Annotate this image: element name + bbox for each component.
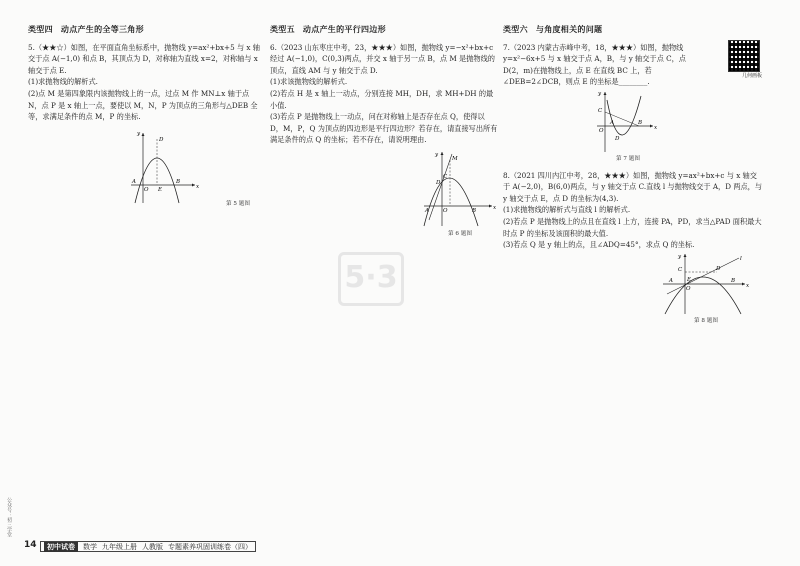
fig6-label-x: x [493, 204, 497, 211]
fig6-label-y: y [435, 151, 439, 158]
fig5-label-y: y [137, 130, 141, 137]
problem-6-stem: 6.（2023 山东枣庄中考，23，★★★）如图，抛物线 y=−x²+bx+c 经过 A(−1,0)，C(0,3)两点，并交 x 轴于另一点 B，点 M 是抛物线的顶点，直线 AM 与 y 轴交于点 D. [270, 42, 495, 75]
section-tag: 类型五 [270, 25, 295, 34]
fig8-label-x: x [746, 282, 750, 289]
fig7-label-a: A [610, 119, 614, 126]
fig6-label-c: C [443, 173, 448, 180]
fig6-label-a: A [425, 207, 429, 214]
figure-5-parabola [123, 125, 223, 205]
problem-6-q3: (3)若点 P 是抛物线上一动点，问在对称轴上是否存在点 Q，使得以 D，M，P，Q 为顶点的四边形是平行四边形？若存在，请直接写出所有满足条件的点 Q 的坐标；若不存在，请说明理由. [270, 112, 498, 145]
fig8-label-o: O [686, 285, 691, 292]
figure-6-parabola [420, 148, 500, 228]
section-tag: 类型四 [28, 25, 53, 34]
fig8-label-e: E [687, 276, 692, 283]
footer-brand: 初中试卷 [44, 542, 78, 552]
problem-6-q1: (1)求该抛物线的解析式. [270, 77, 348, 87]
fig8-label-a: A [669, 277, 673, 284]
fig7-label-o: O [599, 127, 604, 134]
fig8-label-b: B [731, 277, 736, 284]
fig8-label-l: l [740, 255, 742, 262]
fig6-label-b: B [472, 207, 477, 214]
fig8-label-y: y [678, 253, 682, 260]
fig5-label-o: O [144, 186, 149, 193]
section-four [28, 24, 260, 210]
fig5-label-e: E [158, 186, 163, 193]
section-heading: 与角度相关的问题 [535, 25, 603, 34]
section-four-title [28, 24, 260, 36]
problem-8-q2: (2)若点 P 是抛物线上的点且在直线 l 上方，连接 PA，PD，求当△PAD 面积最大时点 P 的坐标及该面积的最大值. [503, 216, 762, 238]
fig7-label-d: D [615, 135, 620, 142]
problem-5-q2: (2)点 M 是第四象限内该抛物线上的一点，过点 M 作 MN⊥x 轴于点 N，点 P 是 x 轴上一点，要使以 M，N，P 为顶点的三角形与△DEB 全等，求满足条件的点 M，P 的坐标. [28, 88, 258, 122]
figure-8-caption: 第 8 题图 [694, 317, 718, 324]
fig5-label-a: A [132, 178, 136, 185]
figure-6-caption: 第 6 题图 [448, 230, 472, 237]
section-five-title [270, 24, 498, 36]
fig8-label-c: C [678, 266, 683, 273]
problem-5-q1: (1)求抛物线的解析式. [28, 77, 98, 87]
fig7-label-c: C [598, 107, 603, 114]
footer-bar [40, 541, 256, 552]
footer-subject: 数学 [83, 542, 97, 551]
figure-5-caption: 第 5 题图 [226, 200, 250, 207]
section-tag: 类型六 [503, 25, 528, 34]
side-text: 公众号：初三学堂 [6, 497, 12, 537]
problem-8-q3: (3)若点 Q 是 y 轴上的点，且∠ADQ=45°，求点 Q 的坐标. [503, 240, 695, 250]
page-number: 14 [24, 540, 37, 550]
qr-code[interactable] [728, 40, 760, 72]
section-five [270, 24, 498, 241]
fig6-label-m: M [452, 155, 458, 162]
fig7-label-b: B [638, 119, 643, 126]
page-footer [24, 540, 774, 552]
section-six [503, 24, 763, 327]
section-heading: 动点产生的全等三角形 [60, 25, 144, 34]
fig8-label-d: D [716, 265, 721, 272]
section-six-title [503, 24, 763, 36]
fig6-label-d: D [436, 179, 441, 186]
footer-grade: 九年级上册 [102, 542, 137, 551]
figure-8-parabola [661, 252, 751, 316]
fig7-label-x: x [654, 124, 658, 131]
fig6-label-o: O [443, 207, 448, 214]
problem-7-stem: 7.（2023 内蒙古赤峰中考，18，★★★）如图，抛物线 y=x²−6x+5 与 x 轴交于点 A，B，与 y 轴交于点 C，点 D(2，m)在抛物线上，点 E 在直线 BC 上，若∠DEB=2∠DCB，则点 E 的坐标是________. [503, 42, 686, 87]
qr-code-label: 几何画板 [741, 73, 762, 79]
footer-edition: 人教版 [142, 542, 163, 551]
section-heading: 动点产生的平行四边形 [302, 25, 386, 34]
footer-series: 专题素养巩固训练卷（四） [168, 542, 252, 551]
fig5-label-d: D [159, 136, 164, 143]
fig5-label-b: B [176, 178, 181, 185]
problem-8-stem: 8.（2021 四川内江中考，28，★★★）如图，抛物线 y=ax²+bx+c 与 x 轴交于 A(−2,0)，B(6,0)两点，与 y 轴交于点 C.直线 l 与抛物线交于 A，D 两点，与 y 轴交于点 E，点 D 的坐标为(4,3). [503, 170, 763, 203]
problem-8-q1: (1)求抛物线的解析式与直线 l 的解析式. [503, 205, 631, 215]
problem-5-stem: 5.（★★☆）如图，在平面直角坐标系中，抛物线 y=ax²+bx+5 与 x 轴交于点 A(−1,0) 和点 B，其顶点为 D，对称轴为直线 x=2，对称轴与 x 轴交于点 E. [28, 42, 260, 75]
problem-6-q2: (2)若点 H 是 x 轴上一动点，分别连接 MH，DH，求 MH+DH 的最小值. [270, 88, 494, 110]
fig7-label-y: y [598, 90, 602, 97]
figure-7-parabola [593, 90, 663, 154]
watermark-logo: 5·3 [338, 252, 404, 306]
figure-7-caption: 第 7 题图 [616, 155, 640, 162]
fig5-label-x: x [196, 183, 200, 190]
